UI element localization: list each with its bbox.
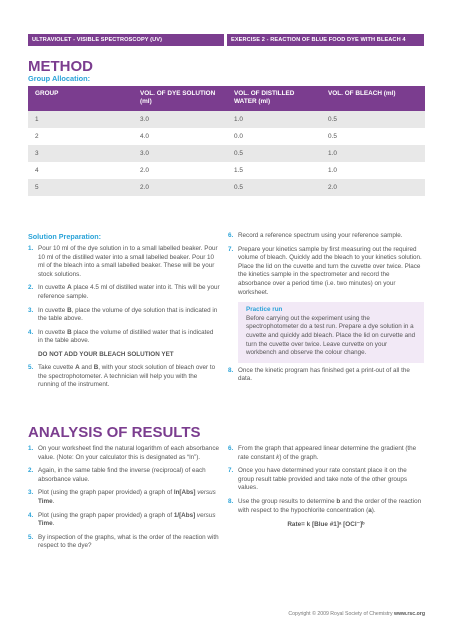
cuvette-label: B xyxy=(67,306,72,314)
cell-group: 4 xyxy=(28,162,133,179)
step-text: ) of the graph. xyxy=(279,453,319,461)
list-item xyxy=(28,467,220,484)
solution-prep-title: Solution Preparation: xyxy=(28,232,102,241)
cell-dye: 4.0 xyxy=(133,128,227,145)
order-variable: b xyxy=(336,497,341,505)
header-bleach: VOL. OF BLEACH (ml) xyxy=(321,86,425,111)
list-item xyxy=(228,246,424,298)
rate-equation: Rate= k [Blue #1]ᵃ [OCl⁻]ᵇ xyxy=(287,521,365,529)
header-water: VOL. OF DISTILLED WATER (ml) xyxy=(227,86,321,111)
list-item xyxy=(28,245,220,279)
step-text: place 4.5 ml of distilled water into it. This will be your reference sample. xyxy=(38,284,220,300)
plot-variable: Time xyxy=(38,520,53,528)
list-item xyxy=(28,534,220,551)
analysis-left-steps xyxy=(28,445,220,551)
list-item xyxy=(228,445,424,462)
solution-prep-steps xyxy=(28,245,220,346)
step-text: place the volume of distilled water that is indicated in the table above. xyxy=(38,328,214,345)
step-text: Again, in the same table find the inverse (reciprocal) of each absorbance value. xyxy=(38,467,206,483)
step-text: . xyxy=(52,497,55,505)
order-variable: a xyxy=(368,506,372,514)
cuvette-label: B xyxy=(93,363,99,371)
cell-bleach: 2.0 xyxy=(321,179,425,196)
cell-dye: 3.0 xyxy=(133,145,227,162)
list-item xyxy=(28,329,220,346)
list-item xyxy=(228,232,424,241)
step-number: 4. xyxy=(28,511,34,519)
step-text: . xyxy=(52,520,55,528)
method-right-steps xyxy=(228,232,424,297)
list-item xyxy=(228,498,424,515)
list-item xyxy=(28,489,220,506)
step-text: and xyxy=(79,363,94,371)
step-number: 7. xyxy=(228,467,234,475)
table-row xyxy=(28,111,425,128)
step-text: versus xyxy=(195,511,216,519)
header-dye: VOL. OF DYE SOLUTION (ml) xyxy=(133,86,227,111)
plot-variable: 1/[Abs] xyxy=(173,511,196,519)
cell-group: 3 xyxy=(28,145,133,162)
step-number: 3. xyxy=(28,306,34,314)
list-item xyxy=(28,284,220,301)
table-row xyxy=(28,179,425,196)
step-number: 8. xyxy=(228,366,234,374)
table-row xyxy=(28,128,425,145)
list-item xyxy=(28,364,220,390)
group-allocation-heading: Group Allocation: xyxy=(28,74,91,83)
step-number: 1. xyxy=(28,245,34,252)
cuvette-label: A xyxy=(75,363,80,371)
step-text: and the order of the reaction with respect to the hypochlorite concentration ( xyxy=(238,497,422,514)
cell-dye: 3.0 xyxy=(133,111,227,128)
step-number: 2. xyxy=(28,284,34,292)
step-text: Take cuvette xyxy=(38,363,76,371)
step-text: Record a reference spectrum using your reference sample. xyxy=(238,232,403,239)
step-text: In cuvette xyxy=(38,284,68,292)
analysis-right-steps xyxy=(228,445,424,515)
cell-bleach: 0.5 xyxy=(321,111,425,128)
list-item xyxy=(28,307,220,324)
method-right-section xyxy=(228,232,424,389)
step-text: Plot (using the graph paper provided) a graph of xyxy=(38,489,174,497)
list-item xyxy=(228,367,424,384)
step-text: In cuvette xyxy=(38,306,68,314)
cell-water: 0.0 xyxy=(227,128,321,145)
step-number: 3. xyxy=(28,489,34,497)
practice-run-box xyxy=(238,302,424,363)
step-text: versus xyxy=(195,489,216,497)
cell-water: 0.5 xyxy=(227,179,321,196)
practice-run-title: Practice run xyxy=(246,306,283,314)
cell-dye: 2.0 xyxy=(133,179,227,196)
step-number: 5. xyxy=(28,533,34,541)
list-item xyxy=(228,467,424,493)
method-right-steps-cont xyxy=(228,367,424,384)
step-text: , with your stock solution of bleach over to the spectrophotometer. A technician will help you with the running of the instrument. xyxy=(38,363,216,389)
step-number: 6. xyxy=(228,232,234,239)
rate-constant-symbol: k xyxy=(276,453,280,461)
step-number: 1. xyxy=(28,445,34,452)
table-header-row xyxy=(28,86,425,111)
analysis-left-section xyxy=(28,445,220,556)
cell-water: 1.5 xyxy=(227,162,321,179)
practice-run-text: Before carrying out the experiment using the spectrophotometer do a test run. Prepare a dye solution in a cuvette and quickly add bleach. Place the lid on curvette and turn the cuvette over twice. Leave curvette on your workbench and observe the colour change. xyxy=(246,314,416,357)
step-text: ). xyxy=(371,506,376,514)
step-text: Plot (using the graph paper provided) a graph of xyxy=(38,511,174,519)
step-text: By inspection of the graphs, what is the order of the reaction with respect to the dye? xyxy=(38,533,219,550)
plot-variable: Time xyxy=(38,497,53,505)
step-text: In cuvette xyxy=(38,328,68,336)
list-item xyxy=(28,512,220,529)
step-number: 5. xyxy=(28,363,34,371)
table-row xyxy=(28,162,425,179)
allocation-table xyxy=(28,86,425,196)
cuvette-label: B xyxy=(67,328,72,336)
table-row xyxy=(28,145,425,162)
cell-group: 5 xyxy=(28,179,133,196)
step-text: , place the volume of dye solution that is indicated in the table above. xyxy=(38,306,218,323)
header-left: ULTRAVIOLET - VISIBLE SPECTROSCOPY (UV) xyxy=(28,34,224,46)
cell-group: 2 xyxy=(28,128,133,145)
analysis-title: ANALYSIS OF RESULTS xyxy=(28,424,201,441)
footer xyxy=(224,611,425,617)
footer-url-link[interactable]: www.rsc.org xyxy=(394,611,425,617)
header-right: EXERCISE 2 - REACTION OF BLUE FOOD DYE WITH BLEACH 4 xyxy=(227,34,424,46)
cell-bleach: 0.5 xyxy=(321,128,425,145)
cell-dye: 2.0 xyxy=(133,162,227,179)
step-number: 8. xyxy=(228,497,234,505)
step-text: Once you have determined your rate constant place it on the group result table provided and take note of the other groups values. xyxy=(238,467,408,492)
solution-prep-steps-cont xyxy=(28,364,220,390)
cuvette-label: A xyxy=(67,284,72,292)
cell-water: 0.5 xyxy=(227,145,321,162)
warning-text: DO NOT ADD YOUR BLEACH SOLUTION YET xyxy=(38,350,174,358)
step-number: 7. xyxy=(228,245,234,253)
step-number: 4. xyxy=(28,328,34,336)
plot-variable: ln[Abs] xyxy=(173,489,196,497)
cell-group: 1 xyxy=(28,111,133,128)
cell-bleach: 1.0 xyxy=(321,145,425,162)
solution-prep-section xyxy=(28,232,220,395)
cell-bleach: 1.0 xyxy=(321,162,425,179)
cell-water: 1.0 xyxy=(227,111,321,128)
step-text: Pour 10 ml of the dye solution in to a small labelled beaker. Pour 10 ml of the distilled water into a small labelled beaker. Pour 10 ml of the bleach into a small labelled beaker. These will be your stock solutions. xyxy=(38,245,218,278)
step-text: Prepare your kinetics sample by first measuring out the required volume of bleach. Quickly add the bleach to your kinetics solution. Place the lid on the cuvette and turn the cuvette over twice. Place the kinetics sample in the spectrometer and record the absorbance over a period time (i.e. two minutes) on your worksheet. xyxy=(238,245,422,296)
step-number: 6. xyxy=(228,445,234,452)
header-group: GROUP xyxy=(28,86,133,111)
step-text: Once the kinetic program has finished get a print-out of all the data. xyxy=(238,366,410,383)
analysis-right-section xyxy=(228,445,424,528)
copyright-text: Copyright © 2009 Royal Society of Chemistry xyxy=(288,611,393,617)
method-title: METHOD xyxy=(28,58,93,75)
step-text: Use the group results to determine xyxy=(238,497,337,505)
step-text: On your worksheet find the natural logarithm of each absorbance value. (Note: On your calculator this is designated as “ln”). xyxy=(38,445,219,461)
step-text: From the graph that appeared linear determine the gradient (the rate constant xyxy=(238,445,417,461)
step-number: 2. xyxy=(28,467,34,475)
list-item xyxy=(28,445,220,462)
